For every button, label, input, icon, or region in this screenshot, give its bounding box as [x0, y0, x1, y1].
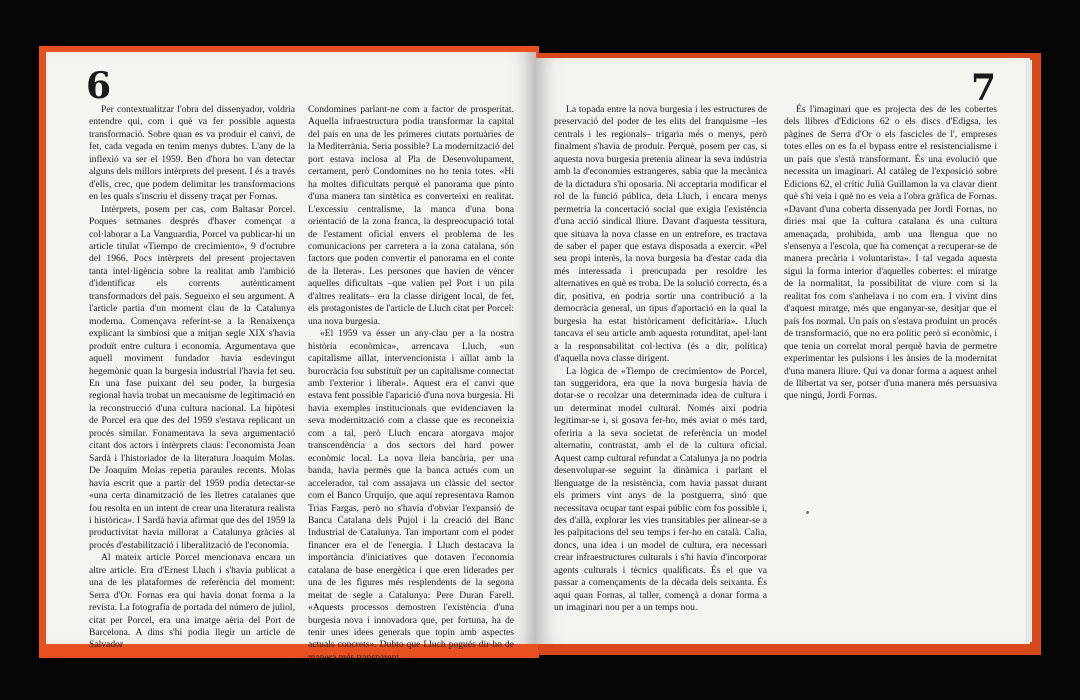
paragraph: Condomines parlant-ne com a factor de prosperitat. Aquella infraestructura podia transformar la capital del país en una de les primeres ciutats portuàries de la Mediterrània. Seria possible? La modernització del port estava inclosa al Pla de Desenvolupament, certament, però Condomines no ho tenia totes. «Hi ha moltes dificultats perquè el panorama que pinto d'una manera tan sintètica es converteixi en realitat. L'excessiu centralisme, la manca d'una bona orientació de la zona franca, la despreocupació total de l'estament oficial envers el problema de les comunicacions per carretera a la zona catalana, són factors que poden convertir el panorama en el conte de la lletera». Les persones que havien de vèncer aquelles dificultats –que valien pel Port i un pila d'altres realitats– era la classe dirigent local, de fet, els protagonistes de l'article de Lluch citat per Porcel: una nova burgesia. [308, 104, 514, 327]
text-column-3 [554, 104, 767, 615]
page-block-edge [1026, 60, 1032, 642]
paragraph: Per contextualitzar l'obra del dissenyador, voldria entendre qui, com i què va fer possible aquesta transformació. Sobre quan es va produir el canvi, de fet, cada vegada en tenim menys dubtes. L'any de la inflexió va ser el 1959. Ben d'hora ho van detectar alguns dels millors intèrprets del present. I és a través d'ells, crec, que podem delimitar les transformacions en les quals s'inscriu el disseny traçat per Fornas. [89, 104, 295, 203]
text-column-2 [308, 104, 514, 664]
page-number-left: 6 [86, 65, 112, 107]
right-page [536, 58, 1030, 644]
ink-speck [806, 511, 809, 514]
paragraph: Al mateix article Porcel mencionava encara un altre article. Era d'Ernest Lluch i s'havia publicat a una de les plataformes de referència del moment: Serra d'Or. Fornas era qui havia donat forma a la revista. La fotografia de portada del número de juliol, citat per Porcel, era una imatge aèria del Port de Barcelona. A dins s'hi podia llegir un article de Salvador [89, 552, 295, 651]
paragraph: «El 1959 va ésser un any-clau per a la nostra història econòmica», arrencava Lluch, «un capitalisme aïllat, intervencionista i aïllat amb la burocràcia fou substituït per un capitalisme connectat amb l'exterior i liberal». Aquest era el canvi que estava fent possible l'aparició d'una nova burgesia. Hi havia exemples institucionals que evidenciaven la seva modernització com a classe que es reconeixia com a tal, però Lluch encara atorgava major transcendència a dos sectors del hard power econòmic local. La nova lleia bancària, per una banda, havia permès que la banca actués com un accelerador, tal com assajava un clàssic del sector com el Banco Urquijo, que aquí representava Ramon Trias Fargas, però no s'havia d'obviar l'expansió de Banca Catalana dels Pujol i la creació del Banc Industrial de Catalunya. Tan important com el poder financer era el de l'energia. I Lluch destacava la importància d'iniciatives que dotaven l'economia catalana de base energètica i que eren liderades per una de les figures més resplendents de la segona meitat de segle a Catalunya: Pere Duran Farell. «Aquests processos demostren l'existència d'una burgesia nova i innovadora que, per fortuna, ha de tenir unes idees generals que topin amb aspectes actuals concrets». Dubto que Lluch pogués dir-ho de manera més transparent. [308, 328, 514, 663]
paragraph: La topada entre la nova burgesia i les estructures de preservació del poder de les elits del franquisme –les centrals i les regionals– trigaria més o menys, però finalment s'havia de produir. Perquè, posem per cas, si aquesta nova burgesia pretenia alinear la seva indústria amb la d'economies estrangeres, sabia que la mecànica de la dictadura s'hi oposaria. Ni acceptaria modificar el rol de la funció pública, deia Lluch, i encara menys permetria la concertació social que exigia l'existència d'una acció sindical lliure. Davant d'aquesta tessitura, que situava la nova classe en un entrefore, es tractava de saber el paper que estava disposada a exercir. «Pel seu propi interès, la nova burgesia ha d'estar cada dia més interessada i preocupada per resoldre les alternatives en què es troba. De la solució correcta, és a dir, positiva, en podria sortir una contribució a la democràcia general, un tipus d'aportació en la qual la burgesia ha estat històricament deficitària». Lluch tancava el seu article amb aquesta rotunditat, apel·lant a la responsabilitat col·lectiva (és a dir, política) d'aquella nova classe dirigent. [554, 104, 767, 365]
text-column-1 [89, 104, 295, 652]
paragraph: És l'imaginari que es projecta des de les cobertes dels llibres d'Edicions 62 o els discs d'Edigsa, les pàgines de Serra d'Or o els fascicles de l', empreses totes elles on es fa el bypass entre el resistencialisme i un país que s'està transformant. És una evolució que necessita un imaginari. Al catàleg de l'exposició sobre Edicions 62, el crític Julià Guillamon la va clavar dient què s'hi veia i què no es veia a l'obra gràfica de Fornas. «Davant d'una coberta dissenyada per Jordi Fornas, no diries mai que la cultura catalana és una cultura amenaçada, prohibida, amb una llengua que no s'ensenya a l'escola, que ha començat a recuperar-se de manera precària i voluntarista». I tal vegada aquesta sigui la forma interior d'aquelles cobertes: el miratge de la normalitat, la possibilitat de viure com si la realitat fos com s'anhelava i no com era. I vivint dins d'aquest miratge, més que enganyar-se, desitjar que el país fos normal. Un país on s'estava produint un procés de transformació, que no era polític però sí econòmic, i que tenia un correlat moral perquè havia de permetre experimentar les pulsions i les ànsies de la modernitat d'una manera lliure. Qui va donar forma a aquest anhel de llibertat va ser, potser d'una manera més persuasiva que ningú, Jordi Fornas. [784, 104, 997, 402]
paragraph: Intèrprets, posem per cas, com Baltasar Porcel. Poques setmanes després d'haver començat a col·laborar a La Vanguardia, Porcel va publicar-hi un article titulat «Tiempo de crecimiento», 9 d'octubre del 1966. Pocs intèrprets del present projectaven tanta intel·ligència sobre la realitat amb l'ambició d'identificar els corrents autènticament transformadors del país. Segueixo el seu argument. A l'article partia d'un moment clau de la Catalunya moderna. Començava referint-se a la Renaixença explicant la simbiosi que a mitjan segle XIX s'havia produït entre cultura i economia. Argumentava que aquell moviment fundador havia esdevingut hegemònic quan la burgesia industrial l'havia fet seu. En una fase puixant del seu poder, la burgesia regional havia trobat un mecanisme de legitimació en la reconstrucció d'una cultura nacional. La hipòtesi de Porcel era que des del 1959 s'estava replicant un procés similar. Fonamentava la seva argumentació citant dos actors i intèrprets claus: l'economista Joan Sardà i l'historiador de la literatura Joaquim Molas. De Joaquim Molas repetia paraules recents. Molas havia escrit que a partir del 1959 podia detectar-se «una certa dinamització de les lletres catalanes que fou resolta en un intent de crear una literatura realista i històrica». I Sardà havia afirmat que des del 1959 la productivitat havia millorat a Catalunya gràcies al procés d'estabilització i liberalització de l'economia. [89, 203, 295, 551]
text-column-4 [784, 104, 997, 403]
page-number-right: 7 [970, 67, 996, 109]
paragraph: La lògica de «Tiempo de crecimiento» de Porcel, tan suggeridora, era que la nova burgesia havia de dotar-se o recolzar una determinada idea de cultura i un determinat model cultural. Només així podria legitimar-se i, si gosava fer-ho, més aviat o més tard, oferiria a la seva societat de referència un model alternatiu, contrastat, amb el de la cultura oficial. Aquest camp cultural refundat a Catalunya ja no podria desenvolupar-se seguint la dinàmica i parlant el llenguatge de la resistència, com havia passat durant els primers vint anys de la postguerra, sinó que necessitava ocupar tant espai públic com fos possible i, des d'allà, explorar les vies transitables per alinear-se a les palpitacions del seu temps i fer-ho en català. Calia, doncs, una idea i un model de cultura, era necessari crear infraestructures culturals i s'hi havia d'incorporar agents culturals i tècnics qualificats. És el que va passar a començaments de la dècada dels seixanta. És aquí quan Fornas, al taller, començà a donar forma a un imaginari nou per a un temps nou. [554, 365, 767, 614]
left-page [46, 52, 536, 663]
